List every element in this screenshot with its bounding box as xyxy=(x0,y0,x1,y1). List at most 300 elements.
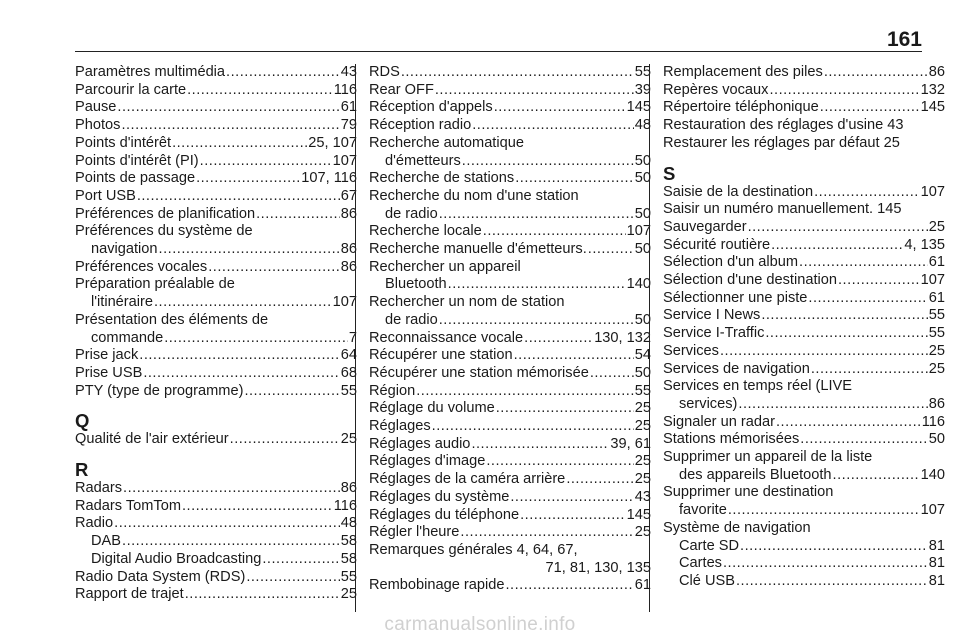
leader-dots xyxy=(824,64,928,82)
entry-label: Photos xyxy=(75,117,121,134)
section-letter: S xyxy=(663,162,676,184)
leader-dots xyxy=(159,241,340,259)
entry-label: Réglages du téléphone xyxy=(369,506,520,523)
entry-label: Stations mémorisées xyxy=(663,431,800,448)
index-entry xyxy=(369,347,651,365)
entry-label: Digital Audio Broadcasting xyxy=(91,550,262,567)
page-ref: 67 xyxy=(340,187,357,204)
entry-label: Prise jack xyxy=(75,347,139,364)
entry-label: de radio xyxy=(385,205,438,222)
leader-dots xyxy=(121,117,339,135)
page-ref: 4, 135 xyxy=(904,236,945,253)
index-entry-text: Rechercher un nom de station xyxy=(369,294,565,311)
index-entry xyxy=(663,82,945,100)
leader-dots xyxy=(182,498,333,516)
page-ref: 86 xyxy=(928,64,945,80)
page-ref: 61 xyxy=(340,99,357,116)
page-ref: 43 xyxy=(634,488,651,505)
index-entry xyxy=(663,414,945,432)
entry-label: Région xyxy=(369,382,416,399)
page-ref: 140 xyxy=(920,466,945,483)
entry-label: Réception d'appels xyxy=(369,99,493,116)
page-ref: 25 xyxy=(928,342,945,359)
index-entry xyxy=(369,330,651,348)
index-entry xyxy=(663,290,945,308)
page-ref: 43 xyxy=(340,64,357,80)
page-ref: 48 xyxy=(340,515,357,532)
leader-dots xyxy=(185,586,340,604)
page-ref: 145 xyxy=(626,506,651,523)
page-ref: 25, 107 xyxy=(308,134,357,151)
leader-dots xyxy=(520,507,626,525)
page-ref: 107 xyxy=(920,272,945,289)
index-subentry xyxy=(663,538,945,556)
page-ref: 81 xyxy=(928,572,945,589)
entry-label: Sélectionner une piste xyxy=(663,289,808,306)
index-entry xyxy=(75,365,357,383)
entry-label: Qualité de l'air extérieur xyxy=(75,431,229,448)
page-ref: 50 xyxy=(634,241,651,258)
index-entry-text: Supprimer un appareil de la liste xyxy=(663,449,873,466)
page-ref: 130, 132 xyxy=(594,329,651,346)
index-entry-text: Supprimer une destination xyxy=(663,484,834,501)
index-entry xyxy=(75,64,357,82)
page-ref: 107 xyxy=(332,152,357,169)
leader-dots xyxy=(200,153,332,171)
entry-label: Recherche locale xyxy=(369,223,482,240)
entry-label: Rapport de trajet xyxy=(75,586,184,603)
entry-label: Services de navigation xyxy=(663,360,810,377)
leader-dots xyxy=(496,400,634,418)
page-number: 161 xyxy=(886,28,922,51)
index-entry xyxy=(369,82,651,100)
page-ref: 48 xyxy=(634,117,651,134)
leader-dots xyxy=(154,294,332,312)
page-ref: 58 xyxy=(340,533,357,550)
leader-dots xyxy=(401,64,634,82)
entry-label: Sélection d'un album xyxy=(663,254,799,271)
page-ref: 86 xyxy=(340,241,357,258)
index-entry xyxy=(663,184,945,202)
index-subentry xyxy=(663,396,945,414)
entry-label: Prise USB xyxy=(75,364,143,381)
index-entry xyxy=(663,219,945,237)
index-entry xyxy=(663,431,945,449)
page-ref: 50 xyxy=(634,205,651,222)
entry-label: de radio xyxy=(385,311,438,328)
index-subentry xyxy=(369,153,651,171)
page-ref: 50 xyxy=(634,170,651,187)
index-entry-text: Recherche automatique xyxy=(369,134,524,151)
leader-dots xyxy=(761,307,927,325)
index-subentry xyxy=(369,276,651,294)
entry-label: Paramètres multimédia xyxy=(75,64,226,80)
entry-label: Récupérer une station xyxy=(369,347,513,364)
leader-dots xyxy=(765,325,927,343)
index-entry xyxy=(663,64,945,82)
page-ref: 61 xyxy=(928,289,945,306)
entry-label: Sécurité routière xyxy=(663,236,771,253)
entry-label: Saisie de la destination xyxy=(663,183,814,200)
page-ref: 55 xyxy=(634,382,651,399)
leader-dots xyxy=(448,276,626,294)
leader-dots xyxy=(738,396,927,414)
leader-dots xyxy=(471,436,609,454)
entry-label: services) xyxy=(679,395,738,412)
index-entry xyxy=(663,325,945,343)
entry-label: Récupérer une station mémorisée xyxy=(369,364,589,381)
leader-dots xyxy=(435,82,634,100)
leader-dots xyxy=(439,312,634,330)
page-ref: 25 xyxy=(634,453,651,470)
index-entry xyxy=(369,453,651,471)
index-entry xyxy=(369,471,651,489)
leader-dots xyxy=(164,330,348,348)
leader-dots xyxy=(811,361,928,379)
leader-dots xyxy=(123,480,340,498)
leader-dots xyxy=(720,343,928,361)
index-entry xyxy=(369,524,651,542)
index-entry xyxy=(75,259,357,277)
index-entry xyxy=(75,117,357,135)
page-ref: 55 xyxy=(634,64,651,80)
index-column-3 xyxy=(663,64,945,591)
leader-dots xyxy=(814,184,920,202)
index-entry-text: Préférences du système de xyxy=(75,223,253,240)
leader-dots xyxy=(808,290,927,308)
index-entry xyxy=(369,99,651,117)
page-ref: 50 xyxy=(634,152,651,169)
leader-dots xyxy=(776,414,921,432)
index-entry xyxy=(75,153,357,171)
index-entry xyxy=(663,99,945,117)
leader-dots xyxy=(122,533,340,551)
index-entry xyxy=(369,489,651,507)
index-entry xyxy=(75,188,357,206)
page-ref: 107 xyxy=(626,223,651,240)
page-ref: 55 xyxy=(340,382,357,399)
page-ref: 140 xyxy=(626,276,651,293)
page-ref: 7 xyxy=(348,329,357,346)
page-ref: 61 xyxy=(634,577,651,594)
column-divider-2 xyxy=(649,64,650,612)
leader-dots xyxy=(800,431,928,449)
index-entry xyxy=(369,436,651,454)
index-subentry xyxy=(75,241,357,259)
page-ref: 107 xyxy=(920,183,945,200)
entry-label: Réglages xyxy=(369,418,431,435)
index-entry xyxy=(75,206,357,224)
entry-label: Points de passage xyxy=(75,170,196,187)
page-ref: 25 xyxy=(340,431,357,448)
page-ref: 79 xyxy=(340,117,357,134)
leader-dots xyxy=(462,153,634,171)
leader-dots xyxy=(187,82,333,100)
index-entry xyxy=(75,135,357,153)
index-entry xyxy=(369,117,651,135)
entry-label: Réglages audio xyxy=(369,435,471,452)
index-entry xyxy=(663,307,945,325)
page-ref: 116 xyxy=(333,81,357,98)
column-divider-1 xyxy=(355,64,356,612)
leader-dots xyxy=(416,383,634,401)
page-ref: 81 xyxy=(928,537,945,554)
page-ref: 81 xyxy=(928,555,945,572)
index-entry-text: Présentation des éléments de xyxy=(75,311,269,328)
index-entry xyxy=(369,400,651,418)
index-entry xyxy=(663,361,945,379)
index-subentry xyxy=(663,502,945,520)
leader-dots xyxy=(494,99,626,117)
leader-dots xyxy=(506,577,634,595)
entry-label: Parcourir la carte xyxy=(75,81,187,98)
entry-label: Réglages d'image xyxy=(369,453,486,470)
index-entry xyxy=(369,64,651,82)
leader-dots xyxy=(137,188,340,206)
index-entry xyxy=(75,515,357,533)
entry-label: Signaler un radar xyxy=(663,413,775,430)
leader-dots xyxy=(262,551,339,569)
section-letter: Q xyxy=(75,410,90,432)
watermark-text: carmanualsonline.info xyxy=(384,614,576,635)
leader-dots xyxy=(114,515,340,533)
index-entry xyxy=(369,383,651,401)
index-entry xyxy=(369,577,651,595)
leader-dots xyxy=(172,135,307,153)
entry-label: Sauvegarder xyxy=(663,218,747,235)
entry-label: Clé USB xyxy=(679,572,735,589)
index-subentry xyxy=(663,467,945,485)
page-ref: 116 xyxy=(333,497,357,514)
index-column-1 xyxy=(75,64,357,604)
page-ref: 39, 61 xyxy=(610,435,651,452)
entry-label: Services xyxy=(663,342,719,359)
page-ref: 145 xyxy=(920,99,945,116)
entry-label: Rembobinage rapide xyxy=(369,577,505,594)
entry-label: Service I-Traffic xyxy=(663,325,765,342)
header-rule xyxy=(75,51,922,52)
leader-dots xyxy=(514,347,634,365)
index-subentry xyxy=(369,312,651,330)
index-entry xyxy=(75,480,357,498)
leader-dots xyxy=(740,538,928,556)
entry-label: Carte SD xyxy=(679,537,740,554)
leader-dots xyxy=(143,365,339,383)
page-ref: 39 xyxy=(634,81,651,98)
index-entry xyxy=(75,99,357,117)
index-entry xyxy=(369,507,651,525)
entry-label: PTY (type de programme) xyxy=(75,382,244,399)
entry-label: navigation xyxy=(91,241,158,258)
leader-dots xyxy=(196,170,300,188)
index-entry xyxy=(663,254,945,272)
page-ref: 86 xyxy=(340,205,357,222)
leader-dots xyxy=(139,347,340,365)
section-letter: R xyxy=(75,459,89,481)
leader-dots xyxy=(472,117,634,135)
page-ref: 25 xyxy=(634,400,651,417)
index-entry xyxy=(75,383,357,401)
page-ref: 25 xyxy=(634,418,651,435)
index-entry-text: Système de navigation xyxy=(663,519,811,536)
index-entry xyxy=(75,498,357,516)
page-ref: 25 xyxy=(928,360,945,377)
page-ref: 61 xyxy=(928,254,945,271)
page-ref-continuation: 71, 81, 130, 135 xyxy=(545,559,651,576)
leader-dots xyxy=(439,206,634,224)
entry-label: Recherche manuelle d'émetteurs. xyxy=(369,241,587,258)
index-entry xyxy=(369,241,651,259)
index-entry xyxy=(663,237,945,255)
page-ref: 107 xyxy=(920,502,945,519)
page-ref: 145 xyxy=(626,99,651,116)
leader-dots xyxy=(799,254,928,272)
leader-dots xyxy=(256,206,340,224)
entry-label: Radio Data System (RDS) xyxy=(75,568,246,585)
entry-label: favorite xyxy=(679,502,727,519)
page-ref: 50 xyxy=(928,431,945,448)
entry-label: Remplacement des piles xyxy=(663,64,823,80)
index-entry xyxy=(369,170,651,188)
leader-dots xyxy=(524,330,593,348)
leader-dots xyxy=(244,383,339,401)
page-ref: 86 xyxy=(340,480,357,497)
index-subentry xyxy=(75,533,357,551)
entry-label: Rear OFF xyxy=(369,81,434,98)
page-ref: 86 xyxy=(928,395,945,412)
leader-dots xyxy=(208,259,340,277)
leader-dots xyxy=(460,524,633,542)
entry-label: Recherche de stations xyxy=(369,170,515,187)
entry-label: Repères vocaux xyxy=(663,81,769,98)
entry-label: DAB xyxy=(91,533,122,550)
entry-label: Pause xyxy=(75,99,117,116)
entry-label: Réglages de la caméra arrière xyxy=(369,471,566,488)
leader-dots xyxy=(246,569,339,587)
entry-label: commande xyxy=(91,329,164,346)
leader-dots xyxy=(769,82,919,100)
index-entry-text: Préparation préalable de xyxy=(75,276,235,293)
entry-label: Répertoire téléphonique xyxy=(663,99,819,116)
index-subentry xyxy=(75,330,357,348)
page-ref: 116 xyxy=(921,413,945,430)
index-entry xyxy=(75,82,357,100)
entry-label: Réception radio xyxy=(369,117,472,134)
page-ref: 132 xyxy=(920,81,945,98)
page-ref: 107 xyxy=(332,294,357,311)
index-entry xyxy=(369,223,651,241)
index-entry xyxy=(369,418,651,436)
entry-label: Bluetooth xyxy=(385,276,447,293)
leader-dots xyxy=(566,471,633,489)
entry-label: RDS xyxy=(369,64,400,80)
entry-label: Service I News xyxy=(663,307,761,324)
page-ref: 64 xyxy=(340,347,357,364)
entry-label: Régler l'heure xyxy=(369,524,460,541)
leader-dots xyxy=(736,573,928,591)
page-ref: 68 xyxy=(340,364,357,381)
index-entry xyxy=(75,431,357,449)
page-ref: 25 xyxy=(928,218,945,235)
entry-label: Cartes xyxy=(679,555,722,572)
page-ref: 55 xyxy=(340,568,357,585)
index-entry-text: Remarques générales 4, 64, 67, xyxy=(369,541,578,558)
index-entry-text: Services en temps réel (LIVE xyxy=(663,378,852,395)
index-entry xyxy=(369,365,651,383)
index-entry xyxy=(75,170,357,188)
index-subentry xyxy=(663,555,945,573)
entry-label: des appareils Bluetooth xyxy=(679,466,832,483)
entry-label: Préférences de planification xyxy=(75,205,256,222)
entry-label: Réglages du système xyxy=(369,488,510,505)
entry-label: Points d'intérêt (PI) xyxy=(75,152,199,169)
page-ref: 50 xyxy=(634,364,651,381)
entry-label: Réglage du volume xyxy=(369,400,495,417)
page-ref: 25 xyxy=(634,471,651,488)
entry-label: Préférences vocales xyxy=(75,258,208,275)
page-ref: 55 xyxy=(928,325,945,342)
leader-dots xyxy=(590,365,634,383)
page-ref: 25 xyxy=(340,586,357,603)
entry-label: Radars xyxy=(75,480,123,497)
entry-label: d'émetteurs xyxy=(385,152,461,169)
leader-dots xyxy=(728,502,920,520)
entry-label: Points d'intérêt xyxy=(75,134,172,151)
index-entry xyxy=(75,569,357,587)
page-ref: 50 xyxy=(634,311,651,328)
leader-dots xyxy=(838,272,920,290)
leader-dots xyxy=(833,467,920,485)
index-entry xyxy=(75,347,357,365)
page-ref: 55 xyxy=(928,307,945,324)
page-ref: 86 xyxy=(340,258,357,275)
index-column-2 xyxy=(369,64,651,595)
index-subentry xyxy=(75,294,357,312)
leader-dots xyxy=(723,555,928,573)
index-entry xyxy=(663,343,945,361)
leader-dots xyxy=(515,170,634,188)
page-ref: 54 xyxy=(634,347,651,364)
index-entry-text: Recherche du nom d'une station xyxy=(369,187,579,204)
page-ref: 58 xyxy=(340,550,357,567)
index-subentry xyxy=(369,206,651,224)
entry-label: Sélection d'une destination xyxy=(663,272,837,289)
leader-dots xyxy=(771,237,903,255)
index-entry-text: Restaurer les réglages par défaut 25 xyxy=(663,134,900,151)
leader-dots xyxy=(588,241,634,259)
page-ref: 107, 116 xyxy=(301,170,357,187)
page-ref: 25 xyxy=(634,524,651,541)
index-subentry xyxy=(663,573,945,591)
index-entry-text: Restauration des réglages d'usine 43 xyxy=(663,117,904,134)
leader-dots xyxy=(117,99,339,117)
index-entry xyxy=(663,272,945,290)
leader-dots xyxy=(230,431,340,449)
entry-label: Reconnaissance vocale xyxy=(369,329,524,346)
index-entry-text: Saisir un numéro manuellement. 145 xyxy=(663,201,902,218)
leader-dots xyxy=(486,453,633,471)
entry-label: Port USB xyxy=(75,187,136,204)
index-subentry xyxy=(75,551,357,569)
entry-label: Radio xyxy=(75,515,114,532)
leader-dots xyxy=(748,219,928,237)
index-entry-text: Rechercher un appareil xyxy=(369,258,521,275)
leader-dots xyxy=(820,99,920,117)
leader-dots xyxy=(483,223,626,241)
entry-label: Radars TomTom xyxy=(75,497,181,514)
leader-dots xyxy=(432,418,634,436)
leader-dots xyxy=(226,64,340,82)
